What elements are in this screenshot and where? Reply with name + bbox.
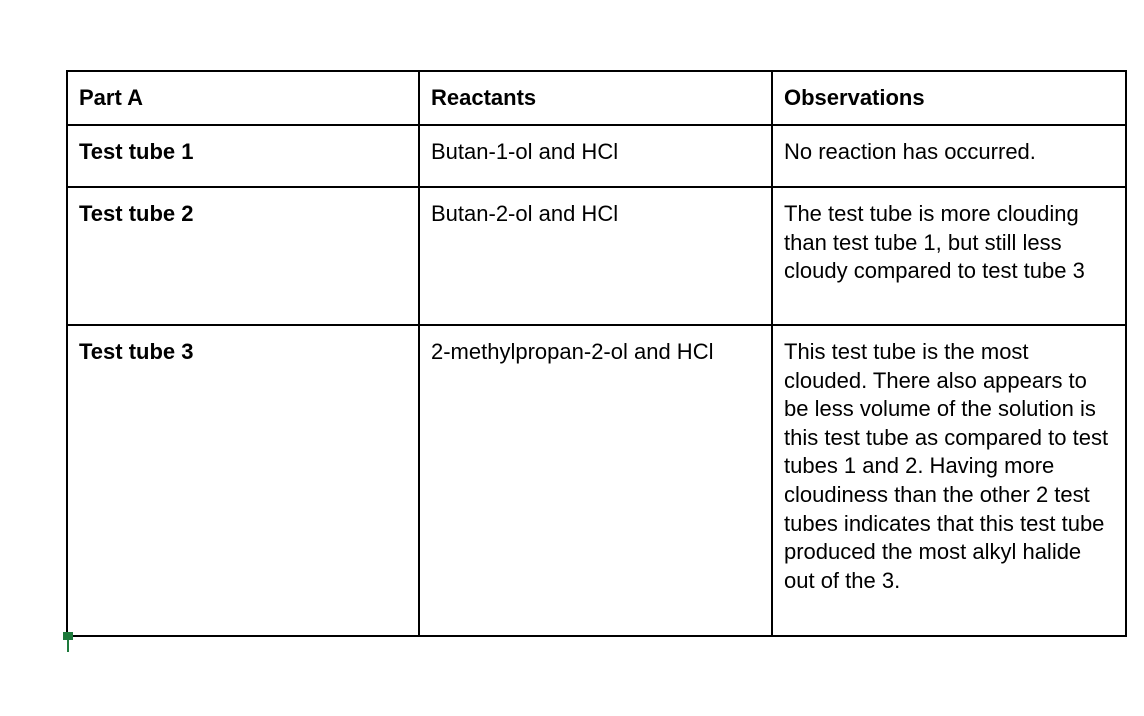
table-row	[67, 325, 1126, 636]
table-resize-handle-icon-graphic	[63, 632, 73, 652]
test-tube-label[interactable]: Test tube 2	[67, 187, 419, 325]
observations-cell[interactable]: The test tube is more clouding than test tube 1, but still less cloudy compared to test tube 3	[772, 187, 1126, 325]
observations-cell[interactable]: No reaction has occurred.	[772, 125, 1126, 187]
table-resize-handle-icon[interactable]	[63, 632, 73, 652]
observations-table	[66, 70, 1127, 637]
reactants-cell[interactable]: 2-methylpropan-2-ol and HCl	[419, 325, 772, 636]
header-part-a[interactable]: Part A	[67, 71, 419, 125]
test-tube-label[interactable]: Test tube 3	[67, 325, 419, 636]
header-observations[interactable]: Observations	[772, 71, 1126, 125]
test-tube-label[interactable]: Test tube 1	[67, 125, 419, 187]
observations-cell[interactable]: This test tube is the most clouded. There also appears to be less volume of the solution is this test tube as compared to test tubes 1 and 2. Having more cloudiness than the other 2 test tubes indicates that this test tube produced the most alkyl halide out of the 3.	[772, 325, 1126, 636]
reactants-cell[interactable]: Butan-2-ol and HCl	[419, 187, 772, 325]
table-row	[67, 187, 1126, 325]
header-reactants[interactable]: Reactants	[419, 71, 772, 125]
table-row	[67, 125, 1126, 187]
table-header-row	[67, 71, 1126, 125]
reactants-cell[interactable]: Butan-1-ol and HCl	[419, 125, 772, 187]
